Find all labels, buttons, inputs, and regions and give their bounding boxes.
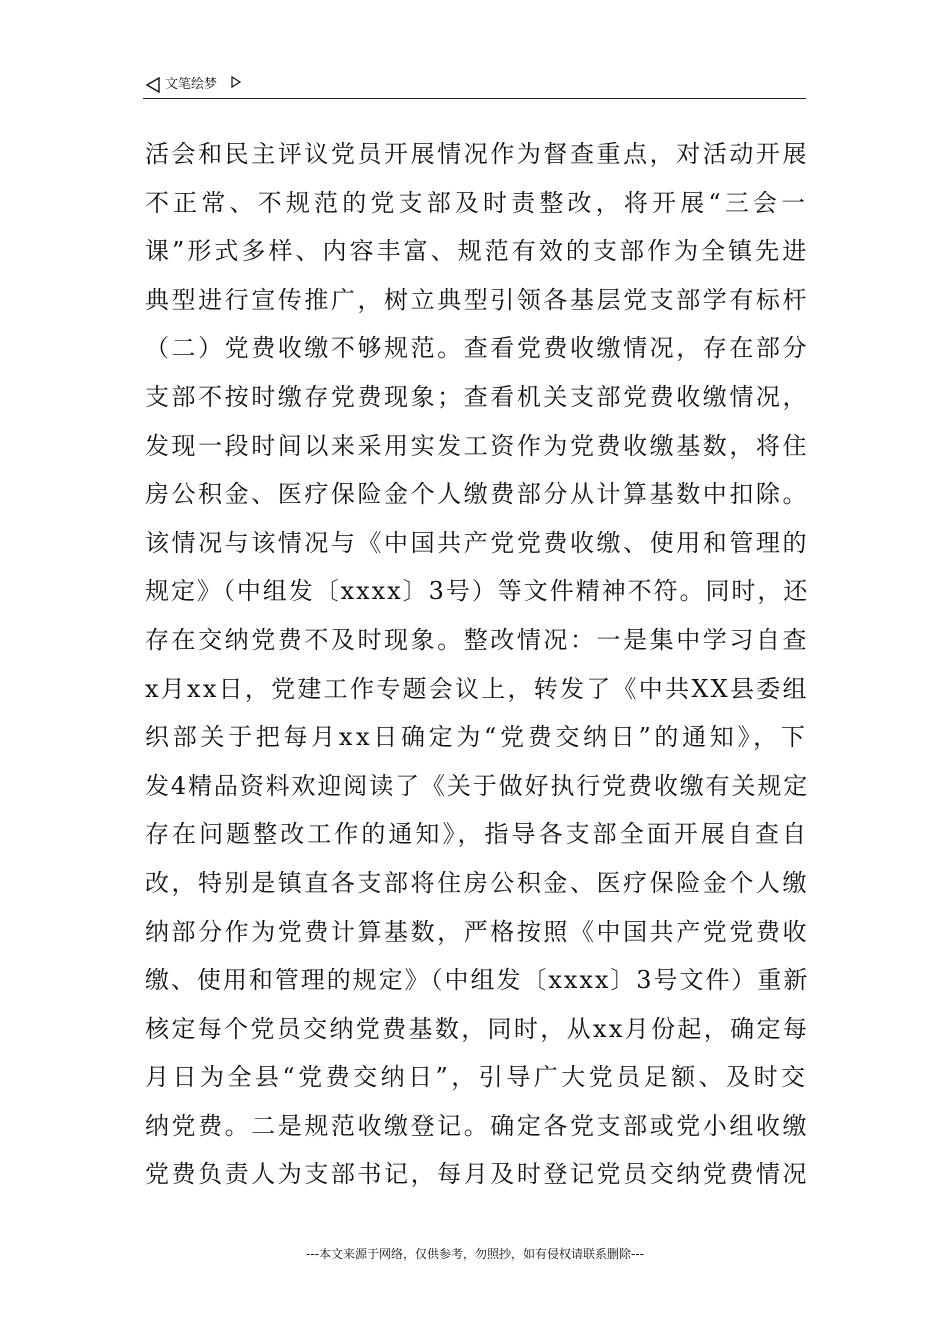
header-title: 文笔绘梦 — [165, 77, 218, 92]
body-line: 纳党费。二是规范收缴登记。确定各党支部或党小组收缴 — [145, 1111, 809, 1140]
body-line: （二）党费收缴不够规范。查看党费收缴情况，存在部分 — [145, 334, 809, 363]
body-line: x月xx日，党建工作专题会议上，转发了《中共XX县委组 — [145, 674, 809, 703]
body-line: 核定每个党员交纳党费基数，同时，从xx月份起，确定每 — [145, 1014, 810, 1043]
body-line: 缴、使用和管理的规定》（中组发〔xxxx〕3号文件）重新 — [145, 966, 810, 995]
body-line: 房公积金、医疗保险金个人缴费部分从计算基数中扣除。 — [145, 480, 809, 509]
page-header — [143, 74, 806, 99]
left-triangle-outline-icon — [145, 76, 161, 94]
body-line: 规定》（中组发〔xxxx〕3号）等文件精神不符。同时，还 — [145, 577, 810, 606]
body-line: 存在交纳党费不及时现象。整改情况：一是集中学习自查 — [145, 625, 809, 654]
body-line: 活会和民主评议党员开展情况作为督查重点，对活动开展 — [145, 140, 809, 168]
body-line: 党费负责人为支部书记，每月及时登记党员交纳党费情况 — [145, 1160, 809, 1189]
body-line: 存在问题整改工作的通知》，指导各支部全面开展自查自 — [145, 820, 809, 849]
right-triangle-outline-icon — [230, 75, 242, 89]
body-line: 支部不按时缴存党费现象；查看机关支部党费收缴情况， — [145, 382, 809, 411]
body-line: 改，特别是镇直各支部将住房公积金、医疗保险金个人缴 — [145, 868, 809, 897]
body-line: 月日为全县“党费交纳日”，引导广大党员足额、及时交 — [145, 1063, 809, 1092]
body-line: 发4精品资料欢迎阅读了《关于做好执行党费收缴有关规定 — [145, 771, 810, 800]
body-line: 典型进行宣传推广，树立典型引领各基层党支部学有标杆 — [145, 285, 809, 314]
body-line: 课”形式多样、内容丰富、规范有效的支部作为全镇先进 — [145, 237, 810, 266]
body-line: 不正常、不规范的党支部及时责整改，将开展“三会一 — [145, 188, 810, 217]
body-line: 该情况与该情况与《中国共产党党费收缴、使用和管理的 — [145, 528, 809, 557]
footer-disclaimer: ---本文来源于网络，仅供参考，勿照抄，如有侵权请联系删除--- — [306, 1247, 644, 1261]
body-line: 纳部分作为党费计算基数，严格按照《中国共产党党费收 — [145, 917, 809, 946]
body-line: 发现一段时间以来采用实发工资作为党费收缴基数，将住 — [145, 431, 809, 460]
body-line: 织部关于把每月xx日确定为“党费交纳日”的通知》，下 — [145, 723, 809, 752]
document-body — [145, 130, 809, 1199]
